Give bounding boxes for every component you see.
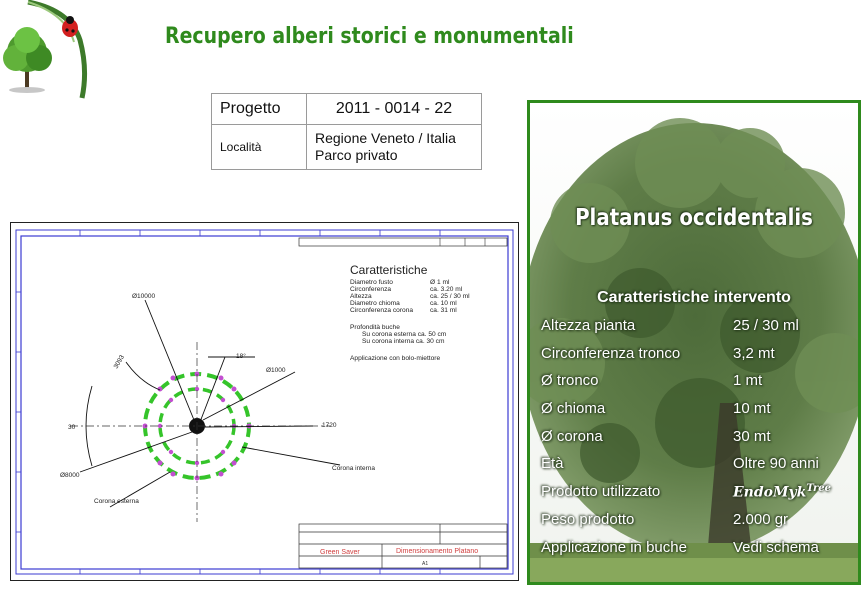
application-note: Applicazione con bolo-miettore <box>350 355 441 362</box>
feature-label: Diametro fusto <box>350 279 393 286</box>
row-value: 25 / 30 ml <box>733 317 799 334</box>
drawing-title: Caratteristiche <box>350 263 428 277</box>
project-code: 2011 - 0014 - 22 <box>307 94 482 125</box>
location-region: Regione Veneto / Italia <box>315 130 456 146</box>
dim-1000: Ø1000 <box>266 367 286 374</box>
characteristics-list <box>541 317 861 566</box>
row-label: Peso prodotto <box>541 510 635 528</box>
location-label: Località <box>212 125 307 170</box>
row-value: 30 mt <box>733 427 771 445</box>
dim-1720: 1720 <box>322 422 337 429</box>
row-value: 3,2 mt <box>733 344 775 362</box>
dim-10000: Ø10000 <box>132 293 156 300</box>
dim-30: 30 <box>68 424 76 431</box>
depth-title: Profondità buche <box>350 324 400 331</box>
technical-drawing <box>10 222 519 581</box>
product-brand <box>733 483 831 501</box>
dim-18: 18° <box>236 353 246 360</box>
feature-value: Ø 1 ml <box>430 279 450 286</box>
row-label: Ø tronco <box>541 372 599 390</box>
footer-title: Dimensionamento Platano <box>396 548 479 555</box>
list-item <box>541 317 861 345</box>
brand-name: EndoMyk <box>733 484 807 501</box>
label-inner: Corona interna <box>332 465 375 472</box>
feature-label: Circonferenza <box>350 286 392 293</box>
depth-outer: Su corona esterna ca. 50 cm <box>362 331 447 338</box>
row-value: 1 mt <box>733 372 763 390</box>
row-label: Altezza pianta <box>541 317 636 334</box>
feature-value: ca. 3.20 ml <box>430 286 463 293</box>
feature-label: Altezza <box>350 293 372 300</box>
panel-subheading: Caratteristiche intervento <box>597 289 791 306</box>
row-label: Ø corona <box>541 427 603 445</box>
feature-value: ca. 25 / 30 ml <box>430 293 470 300</box>
list-item <box>541 455 861 483</box>
tree-ladybug-logo <box>0 0 90 100</box>
footer-small: A1 <box>422 561 429 567</box>
tree-info-panel <box>527 100 861 585</box>
label-outer: Corona esterna <box>94 498 139 505</box>
species-name: Platanus occidentalis <box>575 205 813 231</box>
feature-value: ca. 10 ml <box>430 300 457 307</box>
location-site: Parco privato <box>315 147 398 163</box>
feature-label: Diametro chioma <box>350 300 400 307</box>
row-label: Applicazione in buche <box>541 538 687 556</box>
row-label: Prodotto utilizzato <box>541 483 661 501</box>
dim-8000: Ø8000 <box>60 472 80 479</box>
footer-company: Green Saver <box>320 549 360 556</box>
list-item <box>541 345 861 373</box>
list-item <box>541 428 861 456</box>
brand-sup: Tree <box>806 483 832 495</box>
project-info-table <box>211 93 482 170</box>
list-item <box>541 483 861 511</box>
dim-3093: 3093 <box>112 353 126 370</box>
list-item <box>541 511 861 539</box>
row-value: 10 mt <box>733 400 771 418</box>
row-value: Oltre 90 anni <box>733 455 819 473</box>
list-item <box>541 372 861 400</box>
list-item <box>541 400 861 428</box>
row-label: Ø chioma <box>541 400 606 418</box>
feature-label: Circonferenza corona <box>350 307 414 314</box>
row-value: 2.000 gr <box>733 510 789 528</box>
depth-inner: Su corona interna ca. 30 cm <box>362 338 445 345</box>
location-value <box>307 125 482 170</box>
feature-value: ca. 31 ml <box>430 307 457 314</box>
row-label: Circonferenza tronco <box>541 344 681 362</box>
list-item <box>541 539 861 567</box>
project-label: Progetto <box>212 94 307 125</box>
row-value: Vedi schema <box>733 538 819 556</box>
row-label: Età <box>541 455 564 473</box>
page-title: Recupero alberi storici e monumentali <box>165 24 574 49</box>
